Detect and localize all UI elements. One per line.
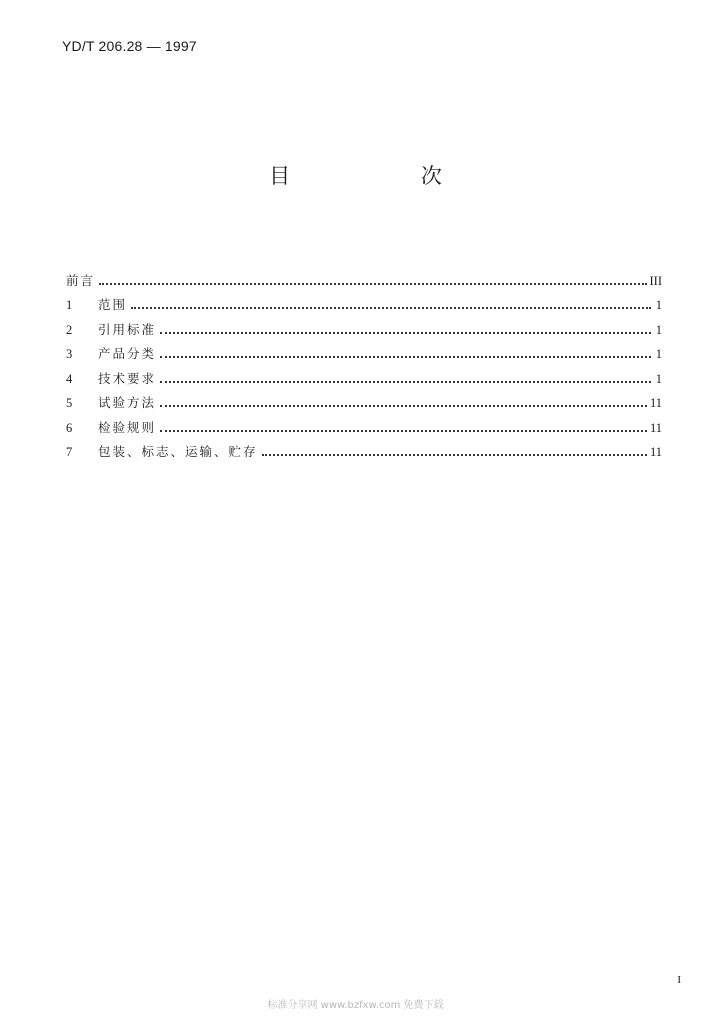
- toc-entry-number: 5: [66, 396, 73, 410]
- toc-entry-number: 2: [66, 322, 73, 337]
- toc-entry-text: 包装、标志、运输、贮存: [98, 444, 258, 459]
- toc-entry-1[interactable]: [66, 289, 662, 314]
- leader-dots: [160, 331, 651, 334]
- toc-entry-3[interactable]: [66, 338, 662, 363]
- toc-entry-text: 检验规则: [98, 419, 157, 435]
- toc-entry-page: 1: [655, 322, 662, 337]
- toc-entry-page: 11: [649, 445, 662, 459]
- toc-entry-text: 范围: [98, 297, 128, 312]
- leader-dots: [160, 429, 647, 432]
- leader-dots: [160, 380, 651, 383]
- toc-entry-number: 3: [66, 347, 73, 361]
- toc-entry-text: 产品分类: [98, 346, 157, 361]
- toc-entry-2[interactable]: [66, 313, 662, 338]
- toc-entry-page: 1: [655, 371, 662, 386]
- toc-title: 目 次: [269, 164, 504, 188]
- page-number: I: [677, 974, 681, 986]
- toc-entry-foreword[interactable]: [66, 264, 662, 289]
- toc-entry-page: III: [649, 273, 662, 288]
- toc-entry-text: 引用标准: [98, 321, 157, 337]
- table-of-contents: [66, 264, 662, 460]
- toc-entry-text: 技术要求: [98, 370, 157, 386]
- toc-entry-6[interactable]: [66, 411, 662, 436]
- toc-entry-number: 1: [66, 298, 73, 312]
- toc-entry-4[interactable]: [66, 362, 662, 387]
- toc-entry-number: 4: [66, 371, 73, 386]
- watermark-text: 标准分享网 www.bzfxw.com 免费下载: [267, 1000, 444, 1011]
- toc-entry-number: 7: [66, 445, 73, 459]
- toc-entry-7[interactable]: [66, 436, 662, 461]
- leader-dots: [160, 355, 651, 358]
- toc-entry-text: 试验方法: [98, 395, 157, 410]
- toc-entry-page: 1: [655, 298, 662, 312]
- leader-dots: [99, 282, 646, 285]
- toc-entry-page: 1: [655, 347, 662, 361]
- toc-entry-5[interactable]: [66, 387, 662, 412]
- document-code: YD/T 206.28 — 1997: [62, 38, 197, 54]
- toc-entry-page: 11: [649, 396, 662, 410]
- leader-dots: [131, 306, 651, 309]
- toc-entry-page: 11: [649, 420, 662, 435]
- toc-entry-text: 前言: [66, 272, 96, 288]
- toc-entry-number: 6: [66, 420, 73, 435]
- leader-dots: [262, 453, 647, 456]
- leader-dots: [160, 404, 647, 407]
